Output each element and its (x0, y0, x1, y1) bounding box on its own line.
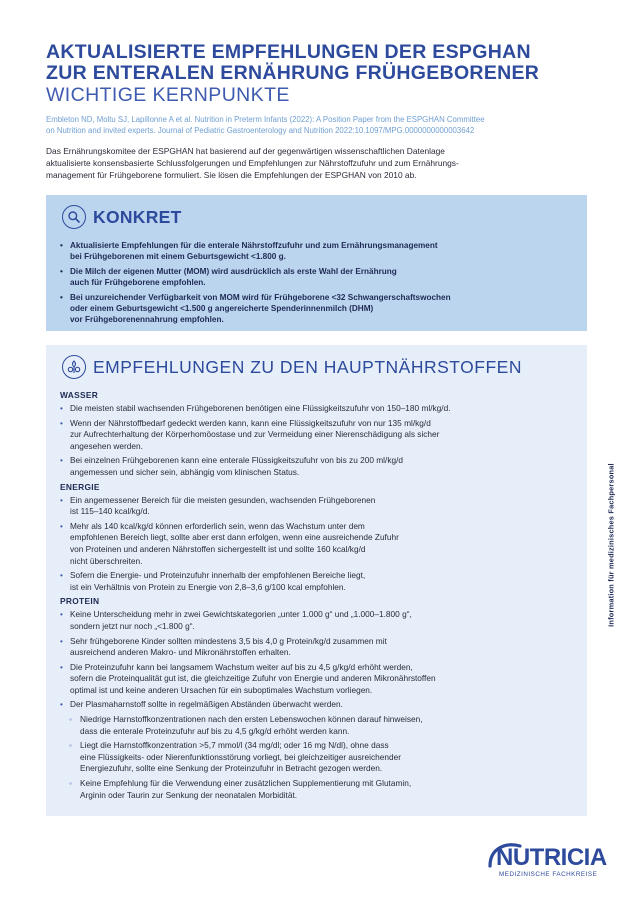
nutricia-logo (482, 838, 607, 882)
list-item (60, 570, 580, 593)
list-item-line: ist 115–140 kcal/kg/d. (70, 506, 150, 517)
search-icon (62, 205, 86, 229)
list-item (60, 636, 580, 659)
list-item-line: eine Flüssigkeits- oder Nierenfunktionsstörung vorliegt, bei gleichzeitiger ausreichender (80, 751, 401, 762)
intro-paragraph (46, 145, 586, 181)
list-item-line: bei Frühgeborenen mit einem Geburtsgewicht <1.800 g. (70, 252, 286, 261)
list-item (60, 266, 575, 288)
konkret-title: KONKRET (93, 206, 182, 227)
list-item (60, 699, 580, 711)
sub-list-item (60, 714, 580, 737)
list-item-line: • Bei unzureichender Verfügbarkeit von MOM wird für Frühgeborene <32 Schwangerschaftswochen (70, 293, 451, 302)
list-item-line: sondern jetzt nur noch „<1.800 g“. (70, 620, 195, 631)
list-item-line: auch für Frühgeborene empfohlen. (70, 278, 206, 287)
citation-line: Embleton ND, Moltu SJ, Lapillonne A et al. Nutrition in Preterm Infants (2022): A Position Paper from the ESPGHAN Committee (46, 115, 485, 124)
list-item-line: empfohlenen Bereich liegt, sollte aber erst dann erfolgen, wenn eine ausreichende Zufuhr (70, 532, 399, 543)
list-item (60, 292, 575, 325)
list-item-line: nicht überschreiten. (70, 555, 143, 566)
section-heading-wasser: WASSER (60, 390, 99, 400)
list-item (60, 418, 580, 453)
list-item-line: • Die meisten stabil wachsenden Frühgeborenen benötigen eine Flüssigkeitszufuhr von 150–180 ml/kg/d. (70, 403, 451, 413)
list-item (60, 455, 580, 478)
empfehlungen-header (62, 355, 522, 379)
list-item (60, 521, 580, 567)
energie-list (60, 495, 580, 594)
intro-line: management für Frühgeborene formuliert. Sie lösen die Empfehlungen der ESPGHAN von 2010 ab. (46, 170, 417, 180)
empfehlungen-box (46, 345, 587, 816)
list-item-line: • Die Proteinzufuhr kann bei langsamem Wachstum weiter auf bis zu 4,5 g/kg/d erhöht werden, (70, 661, 413, 672)
sub-list-item (60, 740, 580, 775)
list-item-line: • Mehr als 140 kcal/kg/d können erforderlich sein, wenn das Wachstum unter dem (70, 520, 365, 531)
list-item (60, 609, 580, 632)
konkret-header (62, 205, 182, 229)
list-item-line: angesehen werden. (70, 440, 143, 451)
list-item-line: • Keine Unterscheidung mehr in zwei Gewichtskategorien „unter 1.000 g“ und „1.000–1.800 g“, (70, 609, 412, 620)
intro-line: Das Ernährungskomitee der ESPGHAN hat basierend auf der gegenwärtigen wissenschaftlichen Datenlage (46, 146, 445, 156)
konkret-list (60, 240, 575, 329)
list-item-line: • Der Plasmaharnstoff sollte in regelmäßigen Abständen überwacht werden. (70, 699, 343, 710)
list-item-line: von Proteinen und anderen Nährstoffen sichergestellt ist und sollte 160 kcal/kg/d (70, 543, 366, 554)
sub-list-item (60, 778, 580, 801)
list-item-line: Arginin oder Taurin zur Senkung der neonatalen Morbidität. (80, 789, 298, 800)
list-item-line: ist ein Verhältnis von Protein zu Energie von 2,8–3,6 g/100 kcal empfohlen. (70, 581, 346, 592)
list-item (60, 403, 580, 415)
list-item-line: • Sofern die Energie- und Proteinzufuhr innerhalb der empfohlenen Bereiche liegt, (70, 570, 366, 581)
empfehlungen-content (60, 388, 580, 804)
empfehlungen-title: EMPFEHLUNGEN ZU DEN HAUPTNÄHRSTOFFEN (93, 356, 522, 377)
list-item-line: ausreichend anderen Makro- und Mikronährstoffen erhalten. (70, 647, 291, 658)
list-item-line: optimal ist und keine anderen Ursachen für ein suboptimales Wachstum vorliegen. (70, 684, 373, 695)
title-line-2: ZUR ENTERALEN ERNÄHRUNG FRÜHGEBORENER (46, 62, 540, 84)
list-item-line: vor Frühgeborenennahrung empfohlen. (70, 315, 224, 324)
list-item-line: dass die enterale Proteinzufuhr auf bis zu 4,5 g/kg/d erhöht werden kann. (80, 725, 350, 736)
konkret-box (46, 195, 587, 331)
subtitle: WICHTIGE KERNPUNKTE (46, 84, 290, 106)
section-heading-energie: ENERGIE (60, 481, 100, 492)
list-item (60, 240, 575, 262)
logo-wordmark: NUTRICIA (496, 844, 607, 871)
sidebar-notice: Information für medizinisches Fachpersonal (606, 463, 616, 627)
intro-line: aktualisierte konsensbasierte Schlussfolgerungen und Empfehlungen zur Nährstoffzufuhr und zum Ernährungs- (46, 158, 459, 168)
list-item-line: • Wenn der Nährstoffbedarf gedeckt werden kann, kann eine Flüssigkeitszufuhr von nur 135 ml/kg/d (70, 417, 431, 428)
list-item (60, 662, 580, 697)
list-item-line: oder einem Geburtsgewicht <1.500 g angereicherte Spenderinnenmilch (DHM) (70, 304, 374, 313)
list-item-line: • Sehr frühgeborene Kinder sollten mindestens 3,5 bis 4,0 g Protein/kg/d zusammen mit (70, 635, 387, 646)
logo-subtitle: MEDIZINISCHE FACHKREISE (499, 871, 598, 878)
nutrients-icon (62, 355, 86, 379)
list-item-line: ◦ Keine Empfehlung für die Verwendung einer zusätzlichen Supplementierung mit Glutamin, (80, 778, 412, 789)
title-line-1: AKTUALISIERTE EMPFEHLUNGEN DER ESPGHAN (46, 41, 531, 63)
page-title (46, 42, 586, 106)
list-item-line: zur Aufrechterhaltung der Körperhomöostase und zur Vermeidung einer Nierenschädigung als sicher (70, 429, 440, 440)
wasser-list (60, 403, 580, 479)
list-item-line: • Ein angemessener Bereich für die meisten gesunden, wachsenden Frühgeborenen (70, 494, 376, 505)
list-item-line: • Die Milch der eigenen Mutter (MOM) wird ausdrücklich als erste Wahl der Ernährung (70, 267, 397, 276)
list-item-line: • Aktualisierte Empfehlungen für die enterale Nährstoffzufuhr und zum Ernährungsmanagement (70, 241, 438, 250)
section-heading-protein: PROTEIN (60, 596, 100, 607)
list-item-line: Energiezufuhr, sollte eine Senkung der Proteinzufuhr in Betracht gezogen werden. (80, 763, 383, 774)
citation (46, 114, 586, 136)
list-item-line: angemessen und sicher sein, abhängig vom klinischen Status. (70, 466, 300, 477)
list-item-line: sofern die Proteinqualität gut ist, die gleichzeitige Zufuhr von Energie und anderen Mikronährstoffen (70, 673, 436, 684)
list-item-line: • Bei einzelnen Frühgeborenen kann eine enterale Flüssigkeitszufuhr von bis zu 200 ml/kg/d (70, 455, 403, 466)
list-item-line: ◦ Niedrige Harnstoffkonzentrationen nach den ersten Lebenswochen können darauf hinweisen, (80, 714, 423, 725)
list-item (60, 495, 580, 518)
protein-list (60, 609, 580, 801)
citation-line: on Nutrition and invited experts. Journal of Pediatric Gastroenterology and Nutrition 2022:10.1097/MPG.0000000000003642 (46, 126, 475, 135)
list-item-line: ◦ Liegt die Harnstoffkonzentration >5,7 mmol/l (34 mg/dl; oder 16 mg N/dl), ohne dass (80, 740, 389, 751)
